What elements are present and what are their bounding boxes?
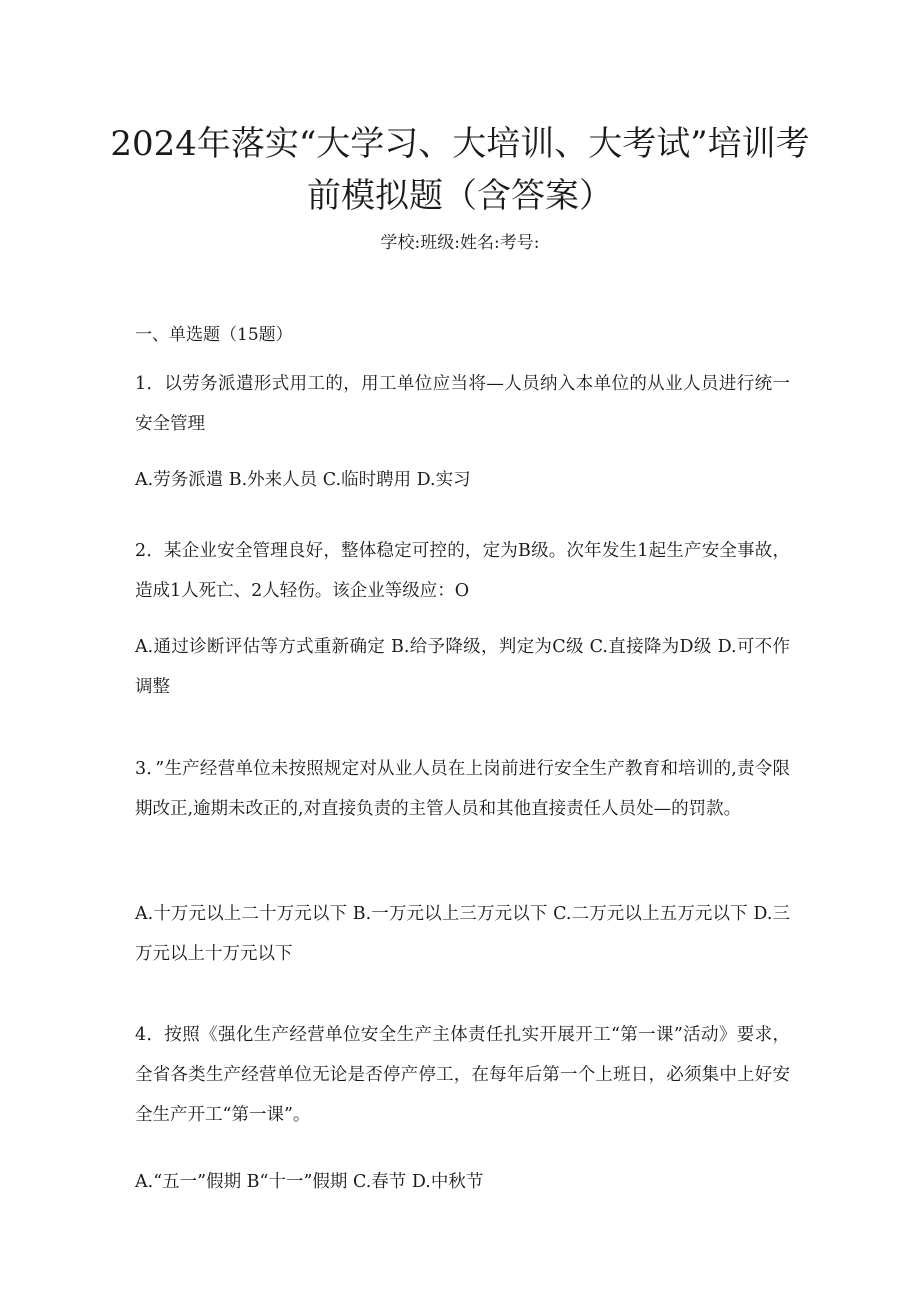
question-2-options: A.通过诊断评估等方式重新确定 B.给予降级，判定为C级 C.直接降为D级 D.可不作调整 xyxy=(135,637,790,697)
question-1-options: A.劳务派遣 B.外来人员 C.临时聘用 D.实习 xyxy=(135,470,471,490)
question-3-options: A.十万元以上二十万元以下 B.一万元以上三万元以下 C.二万元以上五万元以下 D.三万元以上十万元以下 xyxy=(135,904,790,964)
question-2-text: 2．某企业安全管理良好，整体稳定可控的，定为B级。次年发生1起生产安全事故，造成1人死亡、2人轻伤。该企业等级应：O xyxy=(135,541,790,601)
question-1-text: 1．以劳务派遣形式用工的，用工单位应当将—人员纳入本单位的从业人员进行统一安全管理 xyxy=(135,374,790,434)
document-title: 2024年落实“大学习、大培训、大考试”培训考前模拟题（含答案） xyxy=(110,124,810,216)
question-3-text: 3．”生产经营单位未按照规定对从业人员在上岗前进行安全生产教育和培训的,责令限期改正,逾期未改正的,对直接负责的主管人员和其他直接责任人员处—的罚款。 xyxy=(135,759,790,819)
question-4-text: 4．按照《强化生产经营单位安全生产主体责任扎实开展开工“第一课”活动》要求，全省各类生产经营单位无论是否停产停工，在每年后第一个上班日，必须集中上好安全生产开工“第一课”。 xyxy=(135,1025,790,1125)
question-4-options: A.“五一”假期 B“十一”假期 C.春节 D.中秋节 xyxy=(135,1172,484,1192)
section-heading: 一、单选题（15题） xyxy=(135,325,293,345)
student-info-line: 学校:班级:姓名:考号: xyxy=(380,233,540,253)
